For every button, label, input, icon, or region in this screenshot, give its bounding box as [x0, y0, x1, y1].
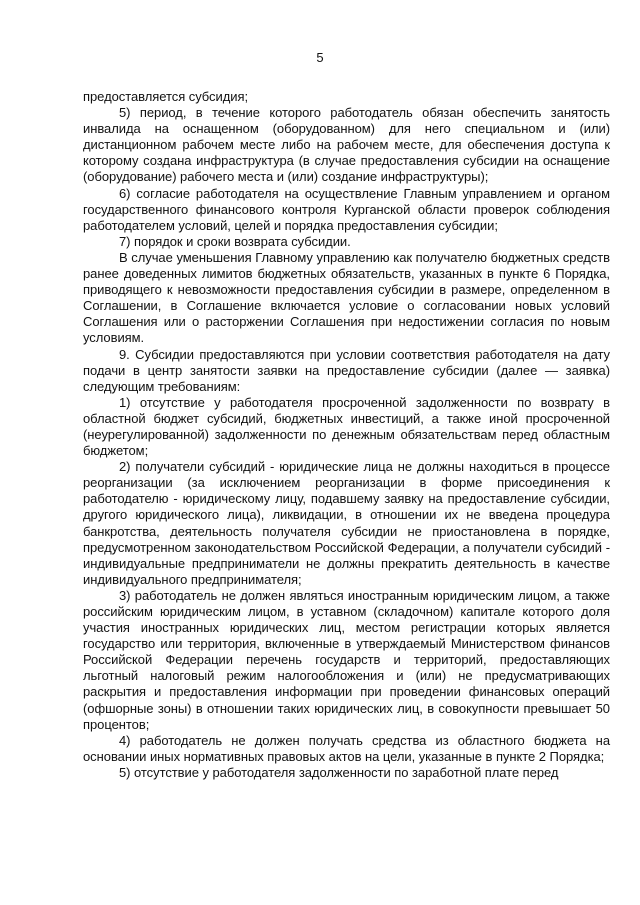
- paragraph-item-5-period: 5) период, в течение которого работодатель обязан обеспечить занятость инвалида на оснащенном (оборудованном) для него специальном и (или) дистанционном рабочем месте либо на рабочем месте, для обеспечения доступа к которому создана инфраструктура (в случае предоставления субсидии на оснащение (оборудование) рабочего места и (или) создание инфраструктуры);: [83, 105, 610, 185]
- paragraph-limits-reduction: В случае уменьшения Главному управлению как получателю бюджетных средств ранее доведенных лимитов бюджетных обязательств, указанных в пункте 6 Порядка, приводящего к невозможности предоставления субсидии в размере, определенном в Соглашении, в Соглашение включается условие о согласовании новых условий Соглашения или о расторжении Соглашения при недостижении согласия по новым условиям.: [83, 249, 610, 346]
- paragraph-requirement-5: 5) отсутствие у работодателя задолженности по заработной плате перед: [119, 764, 559, 780]
- paragraph-continuation: предоставляется субсидия;: [83, 89, 249, 104]
- paragraph-item-7-refund: 7) порядок и сроки возврата субсидии.: [119, 233, 351, 249]
- page-number: 5: [316, 50, 324, 65]
- paragraph-requirement-3: 3) работодатель не должен являться иностранным юридическим лицом, а также российским юридическим лицом, в уставном (складочном) капитале которого доля участия иностранных юридических лиц, местом регистрации которых является государство или территория, включенные в утверждаемый Министерством финансов Российской Федерации перечень государств и территорий, предоставляющих льготный налоговый режим налогообложения и (или) не предусматривающих раскрытия и предоставления информации при проведении финансовых операций (офшорные зоны) в отношении таких юридических лиц, в совокупности превышает 50 процентов;: [83, 587, 610, 732]
- paragraph-requirement-2: 2) получатели субсидий - юридические лица не должны находиться в процессе реорганизации (за исключением реорганизации в форме присоединения к работодателю - юридическому лицу, подавшему заявку на предоставление субсидии, другого юридического лица), ликвидации, в отношении их не введена процедура банкротства, деятельность получателя субсидии не приостановлена в порядке, предусмотренном законодательством Российской Федерации, а получатели субсидий - индивидуальные предприниматели не должны прекратить деятельность в качестве индивидуального предпринимателя;: [83, 459, 610, 587]
- document-body: [83, 89, 610, 781]
- paragraph-clause-9: 9. Субсидии предоставляются при условии соответствия работодателя на дату подачи в центр занятости заявки на предоставление субсидии (далее — заявка) следующим требованиям:: [83, 346, 610, 394]
- paragraph-requirement-1: 1) отсутствие у работодателя просроченной задолженности по возврату в областной бюджет субсидий, бюджетных инвестиций, а также иной просроченной (неурегулированной) задолженности по денежным обязательствам перед областным бюджетом;: [83, 394, 610, 459]
- paragraph-item-6-consent: 6) согласие работодателя на осуществление Главным управлением и органом государственного финансового контроля Курганской области проверок соблюдения работодателем условий, целей и порядка предоставления субсидии;: [83, 185, 610, 233]
- paragraph-requirement-4: 4) работодатель не должен получать средства из областного бюджета на основании иных нормативных правовых актов на цели, указанные в пункте 2 Порядка;: [83, 732, 610, 764]
